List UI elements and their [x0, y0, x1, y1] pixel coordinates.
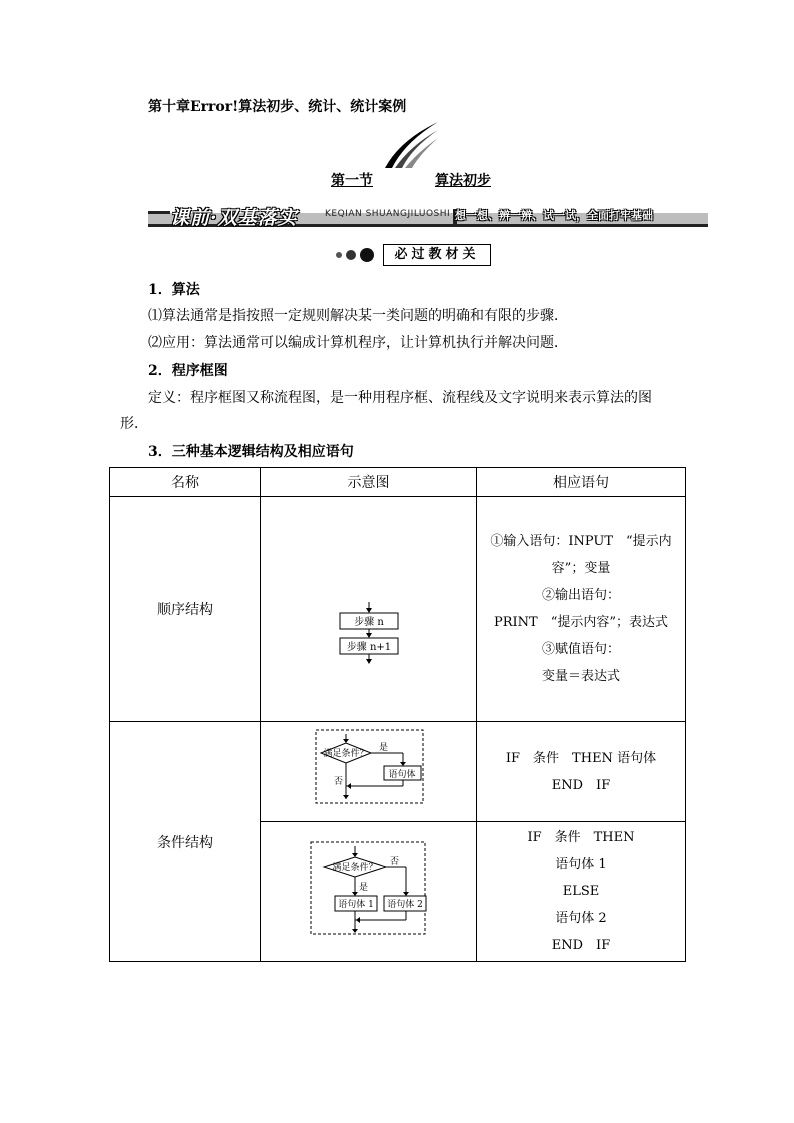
condition-label: 满足条件？ — [332, 863, 378, 873]
statement-line: ③赋值语句： — [541, 642, 620, 657]
para-algorithm-def: ⑴算法通常是指按照一定规则解决某一类问题的明确和有限的步骤． — [148, 308, 568, 324]
yes-label: 是 — [359, 883, 369, 893]
statement-line: IF 条件 THEN 语句体 — [505, 750, 657, 766]
table-header: 名称 — [110, 468, 261, 497]
banner-subtitle: KEQIAN SHUANGJILUOSHI — [325, 209, 451, 219]
statement-line: ①输入语句：INPUT “提示内 — [490, 534, 672, 549]
statement-line: 变量＝表达式 — [541, 669, 620, 684]
swoosh-decoration — [380, 120, 440, 170]
chapter-title: 第十章Error!算法初步、统计、统计案例 — [148, 99, 407, 115]
section-title: 算法初步 — [435, 173, 491, 189]
step-n-box: 步骤 n — [354, 617, 384, 628]
heading-structures: 3．三种基本逻辑结构及相应语句 — [148, 444, 354, 460]
banner-title: 课前·双基落实 — [170, 207, 298, 229]
statement-line: 容”；变量 — [551, 561, 611, 576]
yes-label: 是 — [379, 743, 389, 753]
section-number: 第一节 — [331, 173, 373, 189]
table-header: 相应语句 — [477, 468, 686, 497]
para-algorithm-app: ⑵应用：算法通常可以编成计算机程序，让计算机执行并解决问题． — [148, 335, 568, 351]
statement-line: ELSE — [562, 884, 600, 899]
para-flowchart-line2: 形． — [120, 416, 148, 432]
sequence-diagram — [261, 497, 477, 717]
heading-algorithm: 1．算法 — [148, 282, 200, 298]
no-label: 否 — [334, 777, 344, 787]
table-header-row — [110, 468, 686, 497]
structures-table — [109, 467, 686, 962]
heading-flowchart: 2．程序框图 — [148, 363, 228, 379]
statement-line: 语句体 1 — [555, 857, 607, 872]
statement-line: END IF — [551, 777, 611, 793]
banner-slogan: 想一想、辨一辨、试一试，全面打牢基础 — [455, 209, 653, 222]
statement-cell — [477, 497, 686, 722]
statement-cell — [477, 722, 686, 822]
step-n1-box: 步骤 n+1 — [346, 642, 392, 653]
statement-line: 语句体 2 — [555, 911, 607, 926]
structure-name: 条件结构 — [110, 722, 261, 962]
if-diagram — [261, 722, 477, 817]
para-flowchart-line1: 定义：程序框图又称流程图，是一种用程序框、流程线及文字说明来表示算法的图 — [148, 390, 652, 406]
structure-name: 顺序结构 — [110, 497, 261, 722]
table-row — [110, 722, 686, 822]
statement-body1-box: 语句体 1 — [338, 900, 374, 910]
if-else-diagram — [261, 822, 477, 957]
statement-body-box: 语句体 — [388, 770, 416, 780]
statement-line: ②输出语句： — [541, 588, 620, 603]
statement-line: END IF — [551, 938, 611, 953]
no-label: 否 — [390, 857, 400, 867]
table-row — [110, 497, 686, 722]
sub-banner: 必过教材关 — [383, 244, 491, 266]
statement-line: PRINT “提示内容”；表达式 — [493, 615, 668, 630]
diagram-cell — [261, 722, 477, 822]
diagram-cell — [261, 497, 477, 722]
statement-line: IF 条件 THEN — [527, 830, 635, 845]
statement-body2-box: 语句体 2 — [387, 900, 423, 910]
condition-label: 满足条件？ — [323, 749, 369, 759]
statement-cell — [477, 822, 686, 962]
diagram-cell — [261, 822, 477, 962]
dots-icon — [333, 247, 383, 263]
table-header: 示意图 — [261, 468, 477, 497]
